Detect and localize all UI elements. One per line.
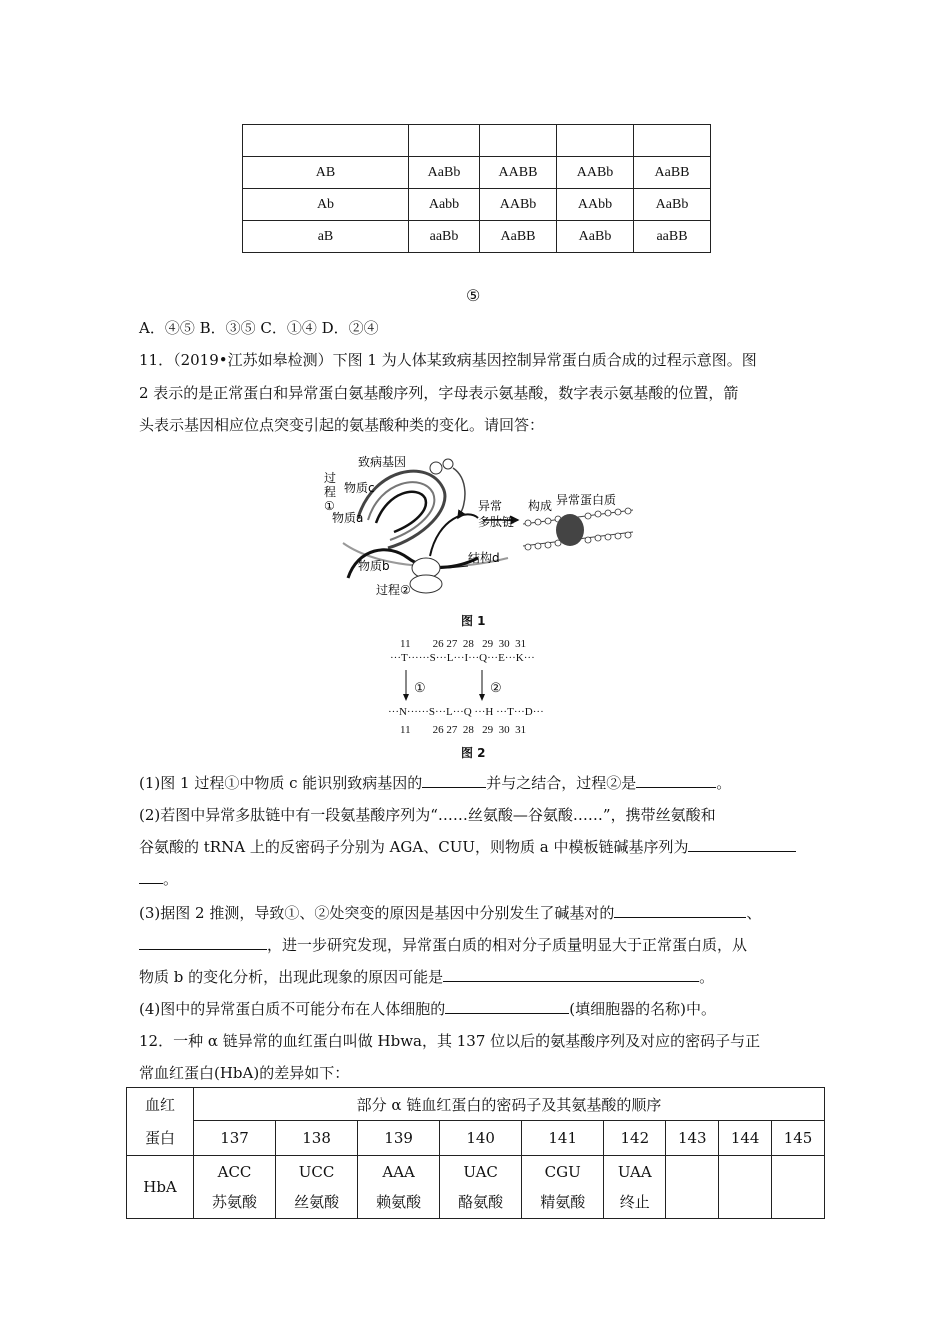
mutation-label-1: ① <box>414 680 426 695</box>
table-cell: 145 <box>772 1121 825 1156</box>
figure-1-caption: 图 1 <box>461 614 486 628</box>
label-abnormal-protein: 异常蛋白质 <box>556 493 617 507</box>
label-substance-c: 物质c <box>344 481 375 495</box>
table-cell: AaBb <box>557 221 634 253</box>
process-arrow <box>453 468 465 518</box>
table-cell <box>194 1156 276 1219</box>
table-cell <box>276 1156 358 1219</box>
q11-part-1 <box>139 773 731 793</box>
q11-part-3 <box>139 935 747 955</box>
arrowhead <box>403 694 409 701</box>
amino-acid: 苏氨酸 <box>212 1193 258 1211</box>
table-cell: aB <box>243 221 409 253</box>
q12-text-line: 12．一种 α 链异常的血红蛋白叫做 Hbwa，其 137 位以后的氨基酸序列及对应的密码子与正 <box>139 1032 761 1050</box>
table-cell: Aabb <box>409 189 480 221</box>
question-text: (3)据图 2 推测，导致①、②处突变的原因是基因中分别发生了碱基对的 <box>139 904 615 922</box>
table-cell: Ab <box>243 189 409 221</box>
q11-text-line: 11．（2019•江苏如皋检测）下图 1 为人体某致病基因控制异常蛋白质合成的过程示意图。图 <box>139 351 757 369</box>
q11-part-2 <box>139 869 178 889</box>
codon: AAA <box>382 1163 415 1181</box>
polymerase-shape <box>443 459 453 469</box>
mutant-sequence: ···N······S···L···Q ···H ···T···D··· <box>388 706 544 718</box>
table-cell: 139 <box>358 1121 440 1156</box>
label-abnormal-chain: 多肽链 <box>478 515 515 529</box>
normal-sequence: ···T······S···L···I···Q···E···K··· <box>390 652 535 664</box>
table-row <box>127 1156 825 1219</box>
q11-part-2: (2)若图中异常多肽链中有一段氨基酸序列为“……丝氨酸—谷氨酸……”，携带丝氨酸和 <box>139 806 716 824</box>
table-cell <box>604 1156 666 1219</box>
figure-2-diagram <box>386 638 576 740</box>
table-cell: AABb <box>557 157 634 189</box>
label-process1: ① <box>324 499 335 513</box>
question-text: (4)图中的异常蛋白质不可能分布在人体细胞的 <box>139 1000 446 1018</box>
amino-acid: 赖氨酸 <box>376 1193 422 1211</box>
ribosome-small <box>410 575 442 593</box>
table-cell: 141 <box>522 1121 604 1156</box>
table-cell <box>409 125 480 157</box>
abnormal-protein-shape <box>556 514 584 546</box>
q11-part-4 <box>139 999 716 1019</box>
table-cell: 142 <box>604 1121 666 1156</box>
answer-blank[interactable] <box>636 773 716 788</box>
table-cell <box>719 1156 772 1219</box>
table-cell: AaBB <box>480 221 557 253</box>
table-cell: aaBB <box>634 221 711 253</box>
label-pathogenic-gene: 致病基因 <box>358 455 407 469</box>
label-process2: 过程② <box>376 583 411 597</box>
answer-blank[interactable] <box>614 903 746 918</box>
answer-blank[interactable] <box>139 869 163 884</box>
table-cell: 138 <box>276 1121 358 1156</box>
answer-blank[interactable] <box>422 773 486 788</box>
codon: CGU <box>544 1163 581 1181</box>
polymerase-shape <box>430 462 442 474</box>
label-substance-a: 物质a <box>332 511 364 525</box>
q11-text-line: 2 表示的是正常蛋白和异常蛋白氨基酸序列，字母表示氨基酸，数字表示氨基酸的位置，箭 <box>139 384 739 402</box>
label-substance-b: 物质b <box>358 559 390 573</box>
table-header: 部分 α 链血红蛋白的密码子及其氨基酸的顺序 <box>194 1088 825 1121</box>
arrowhead <box>479 694 485 701</box>
table-cell <box>772 1156 825 1219</box>
table-cell <box>358 1156 440 1219</box>
table-cell <box>480 125 557 157</box>
amino-acid: 终止 <box>619 1193 650 1211</box>
table-row <box>243 125 711 157</box>
codon: UAA <box>617 1163 652 1181</box>
label-forms: 构成 <box>528 499 553 513</box>
codon: ACC <box>217 1163 252 1181</box>
table-cell <box>243 125 409 157</box>
q11-text-line: 头表示基因相应位点突变引起的氨基酸种类的变化。请回答： <box>139 416 545 434</box>
q11-part-2 <box>139 837 796 857</box>
hemoglobin-table <box>126 1087 825 1219</box>
genotype-table <box>242 124 711 253</box>
table-cell <box>440 1156 522 1219</box>
answer-blank[interactable] <box>443 967 699 982</box>
answer-blank[interactable] <box>445 999 569 1014</box>
table-cell <box>557 125 634 157</box>
mutation-label-2: ② <box>490 680 502 695</box>
table-cell: AB <box>243 157 409 189</box>
answer-blank[interactable] <box>688 837 796 852</box>
table-cell: 蛋白 <box>127 1121 194 1156</box>
question-text: 、 <box>746 904 762 922</box>
table-cell: AaBb <box>409 157 480 189</box>
table-row <box>127 1088 825 1121</box>
label-abnormal-chain: 异常 <box>478 499 503 513</box>
codon: UAC <box>463 1163 498 1181</box>
amino-acid: 丝氨酸 <box>294 1193 340 1211</box>
table-cell <box>634 125 711 157</box>
sequence-positions-top: 11 26 27 28 29 30 31 <box>400 638 527 650</box>
question-text: 。 <box>716 774 732 792</box>
option-marker: ⑤ <box>466 286 481 305</box>
figure-1-diagram <box>318 448 638 608</box>
question-text: ，进一步研究发现，异常蛋白质的相对分子质量明显大于正常蛋白质，从 <box>267 936 748 954</box>
question-text: 物质 b 的变化分析，出现此现象的原因可能是 <box>139 968 444 986</box>
table-row <box>127 1121 825 1156</box>
label-structure-d: 结构d <box>468 551 500 565</box>
answer-blank[interactable] <box>139 935 267 950</box>
q11-part-3 <box>139 967 714 987</box>
table-row <box>243 157 711 189</box>
table-cell: 137 <box>194 1121 276 1156</box>
amino-acid: 酪氨酸 <box>458 1193 504 1211</box>
question-text: 。 <box>699 968 715 986</box>
figure-2-caption: 图 2 <box>461 746 486 760</box>
label-process1: 过 <box>324 471 337 485</box>
table-cell: HbA <box>127 1156 194 1219</box>
question-text: 。 <box>163 870 179 888</box>
table-cell: 血红 <box>127 1088 194 1121</box>
question-text: (填细胞器的名称)中。 <box>569 1000 716 1018</box>
codon: UCC <box>298 1163 335 1181</box>
polypeptide-chain <box>430 514 478 556</box>
table-cell: 140 <box>440 1121 522 1156</box>
table-cell: AAbb <box>557 189 634 221</box>
question-text: 并与之结合，过程②是 <box>486 774 637 792</box>
answer-options: A．④⑤ B．③⑤ C．①④ D．②④ <box>139 319 379 337</box>
table-row <box>243 189 711 221</box>
table-cell: AaBB <box>634 157 711 189</box>
question-text: (1)图 1 过程①中物质 c 能识别致病基因的 <box>139 774 423 792</box>
table-cell: 143 <box>666 1121 719 1156</box>
table-cell: aaBb <box>409 221 480 253</box>
q12-text-line: 常血红蛋白(HbA)的差异如下： <box>139 1064 350 1082</box>
sequence-positions-bottom: 11 26 27 28 29 30 31 <box>400 724 527 736</box>
table-cell: 144 <box>719 1121 772 1156</box>
table-cell <box>666 1156 719 1219</box>
question-text: 谷氨酸的 tRNA 上的反密码子分别为 AGA、CUU，则物质 a 中模板链碱基序列为 <box>139 838 689 856</box>
table-row <box>243 221 711 253</box>
table-cell: AABB <box>480 157 557 189</box>
q11-part-3 <box>139 903 761 923</box>
table-cell <box>522 1156 604 1219</box>
label-process1: 程 <box>324 485 337 499</box>
amino-acid: 精氨酸 <box>540 1193 586 1211</box>
table-cell: AABb <box>480 189 557 221</box>
table-cell: AaBb <box>634 189 711 221</box>
